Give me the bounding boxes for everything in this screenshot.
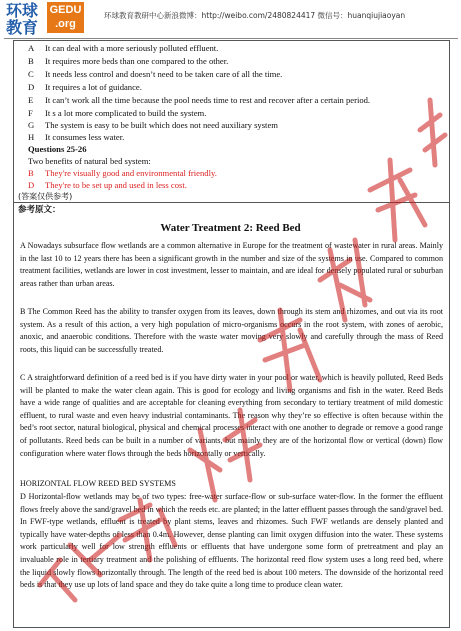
header-info: 环球教育教研中心新浪微博：http://weibo.com/2480824417 微信号：huanqiujiaoyan [104, 11, 406, 20]
option-a [28, 42, 218, 54]
option-text: It requires more beds than one compared to the other. [45, 56, 229, 66]
option-letter: E [28, 95, 34, 105]
option-e [28, 94, 370, 106]
option-letter: B [28, 56, 34, 66]
paragraph-a: A Nowadays subsurface flow wetlands are a common alternative in Europe for the treatment of wastewater in rural areas. Mainly in the last 10 to 12 years there has been a significant growth in the number and size of the systems in use. Compared to common treatment facilities, wetlands are lower in cost investment, lesser to maintain, and are ideal for densely populated rural or suburban areas rather than urban areas. [20, 241, 443, 288]
reference-label: 参考原文： [18, 205, 61, 215]
questions-heading: Questions 25-26 [28, 144, 87, 154]
option-text: The system is easy to be built which does not need auxiliary system [45, 120, 278, 130]
questions-prompt: Two benefits of natural bed system: [28, 156, 151, 166]
section-heading: HORIZONTAL FLOW REED BED SYSTEMS [20, 479, 176, 488]
answer-option-d [28, 179, 187, 191]
option-letter: B [28, 168, 34, 178]
gedu-logo-cn: 环球 教育 [6, 1, 39, 37]
option-letter: D [28, 180, 35, 190]
paragraph-c: C A straightforward definition of a reed bed is if you have dirty water in your pool or water, which is heavily polluted, Reed Beds will be planted to make the water clean again. This is good for ecology and living organisms and fish in the water. Reed Beds have a wide range of qualities and are acceptable for cleaning everything from secondary to tertiary treatment of mild domestic effluent, to rural waste and even heavy industrial contaminants. The reason why they’re so effective is often because within the bed’s root sector, natural biological, physical and chemical processes interact with one another to degrade or remove a good range of pollutants. Reed beds can be built in a number of variants, but mainly they are of the horizontal flow or vertical (down) flow configuration where water flows through the beds horizontally or vertically. [20, 373, 443, 458]
option-letter: H [28, 132, 35, 142]
answer-note: (答案仅供参考) [18, 192, 73, 201]
option-text: It needs less control and doesn’t need to be taken care of all the time. [45, 69, 283, 79]
option-letter: D [28, 82, 35, 92]
page-header [0, 0, 461, 38]
option-text: They're to be set up and used in less cost. [45, 180, 187, 190]
option-f [28, 107, 206, 119]
option-text: It s a lot more complicated to build the system. [45, 108, 207, 118]
option-letter: A [28, 43, 35, 53]
article-title: Water Treatment 2: Reed Bed [160, 222, 301, 234]
option-text: It can deal with a more seriously polluted effluent. [45, 43, 219, 53]
option-text: It can’t work all the time because the pool needs time to rest and recover after a certain period. [45, 95, 371, 105]
option-text: It requires a lot of guidance. [45, 82, 142, 92]
paragraph-b: B The Common Reed has the ability to transfer oxygen from its leaves, down through its stem and rhizomes, and out via its root system. As a result of this action, a very high population of micro-organisms occurs in the root system, with zones of aerobic, anoxic, and anaerobic conditions. Therefore with the waste water moving very slowly and carefully through the mass of Reed roots, this liquid can be successfully treated. [20, 307, 443, 354]
gedu-logo-en: GEDU .org [47, 2, 84, 33]
option-text: It consumes less water. [45, 132, 125, 142]
option-b [28, 55, 228, 67]
option-letter: G [28, 120, 35, 130]
option-g [28, 119, 278, 131]
answer-option-b [28, 167, 217, 179]
option-h [28, 131, 124, 143]
header-divider [4, 38, 458, 39]
option-letter: C [28, 69, 34, 79]
section-divider [13, 202, 450, 203]
option-c [28, 68, 282, 80]
option-d [28, 81, 142, 93]
option-letter: F [28, 108, 33, 118]
option-text: They're visually good and environmental friendly. [45, 168, 217, 178]
paragraph-d: D Horizontal-flow wetlands may be of two types: free-water surface-flow or sub-surface water-flow. In the former the effluent flows freely above the sand/gravel bed in which the reeds etc. are planted; in the latter effluent passes through the sand/gravel bed. In FWF-type wetlands, effluent is treated by plant stems, leaves and rhizomes. Such FWF wetlands are densely planted and typically have water-depths of less than 0.4m. However, dense planting can limit oxygen diffusion into the water. These systems work particularly well for low strength effluents or effluents that have undergone some form of pretreatment and play an invaluable role in tertiary treatment and the polishing of effluents. The horizontal reed flow system uses a long reed bed, where the liquid slowly flows horizontally through. The length of the reed bed is about 100 meters. The downside of the horizontal reed beds is that they use up lots of land space and they do take quite a long time to produce clean water. [20, 492, 443, 590]
